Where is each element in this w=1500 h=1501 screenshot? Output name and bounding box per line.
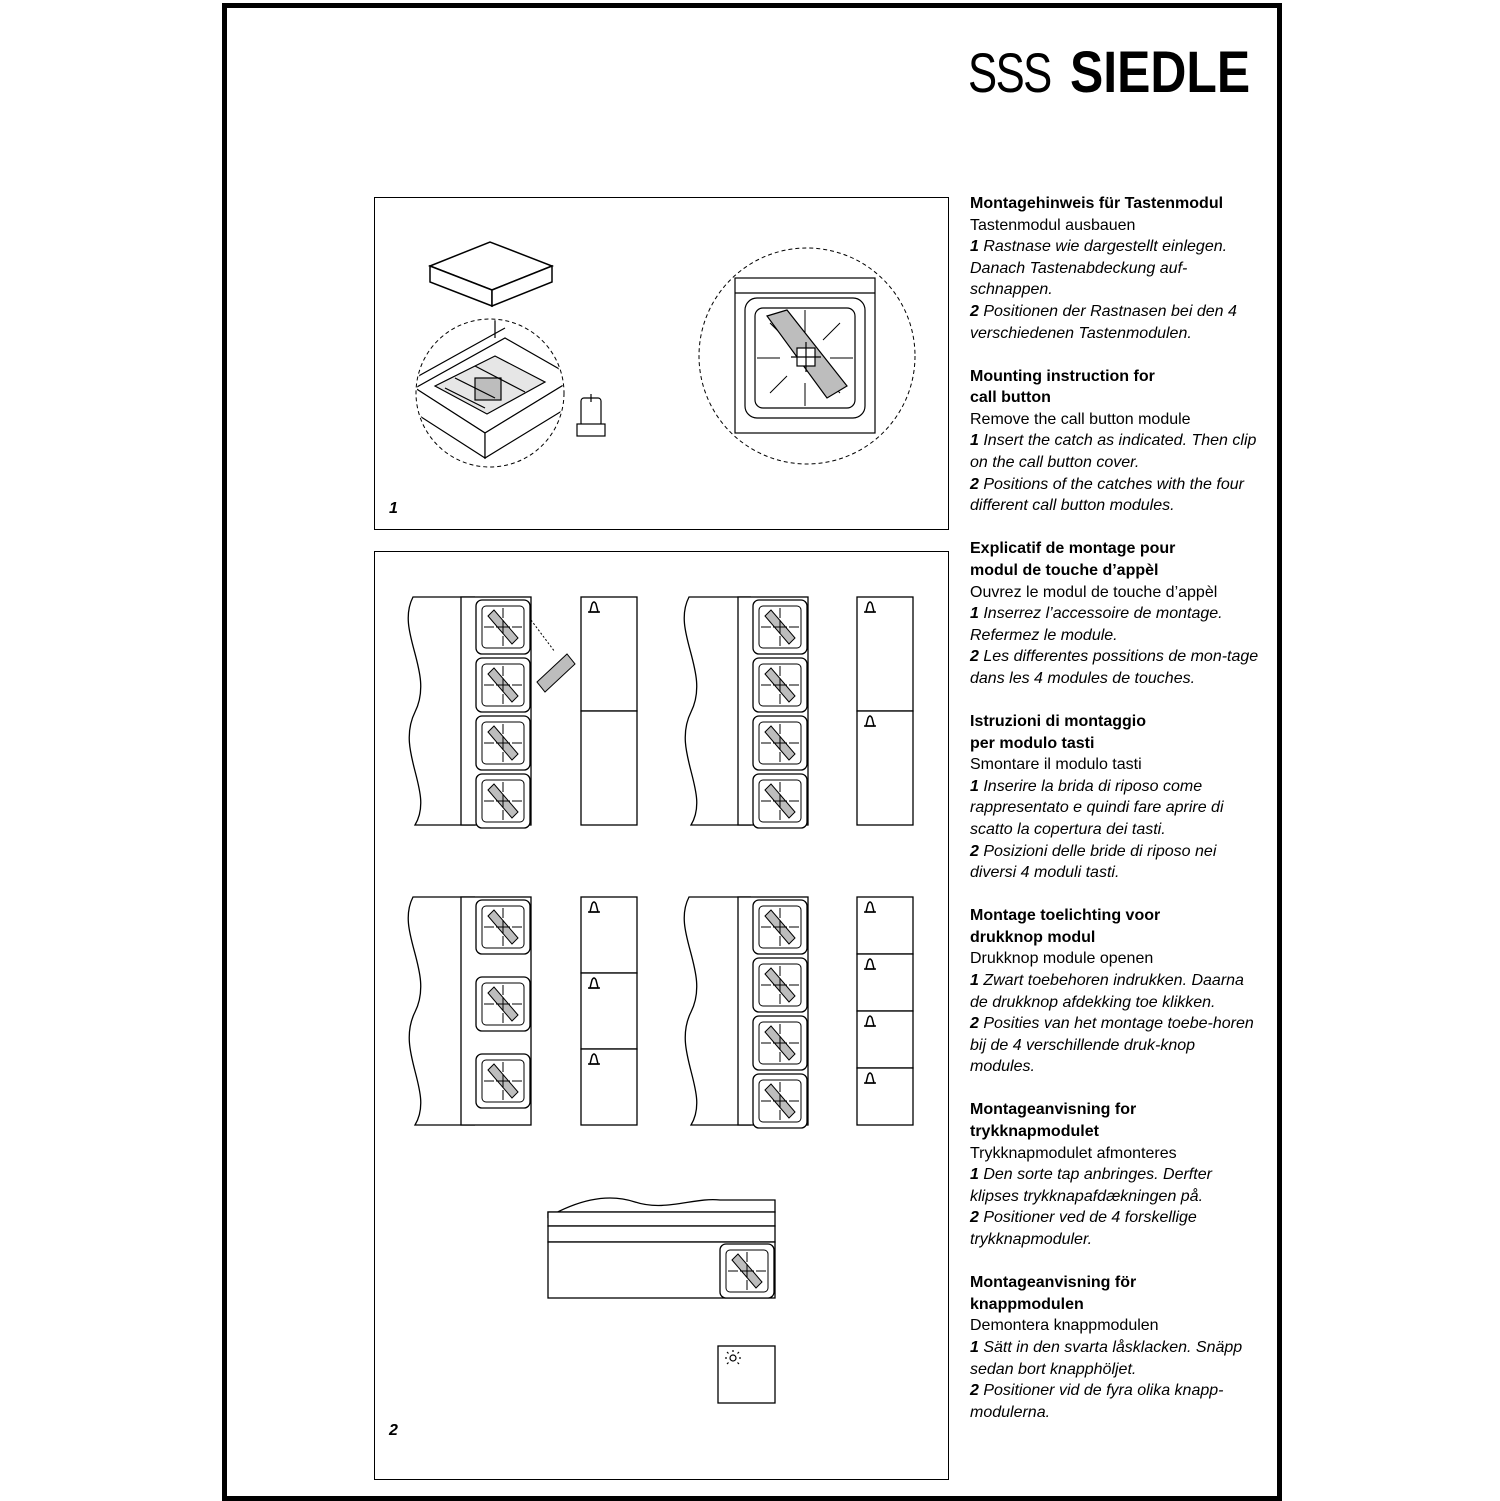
section-subtitle: Drukknop module openen <box>970 950 1154 968</box>
figure-1-illustration <box>375 198 950 531</box>
layout-bottom-right <box>684 897 913 1128</box>
step-1: 1 Insert the catch as indicated. Then clip on the call button cover. <box>970 432 1257 472</box>
siedle-logo <box>968 39 1280 105</box>
section-swedish <box>970 1272 1260 1423</box>
section-subtitle: Smontare il modulo tasti <box>970 756 1142 774</box>
step-2: 2 Positions of the catches with the four different call button modules. <box>970 475 1244 515</box>
right-detail-circle <box>699 248 915 464</box>
step-1: 1 Zwart toebehoren indrukken. Daarna de drukknop afdekking toe klikken. <box>970 972 1244 1011</box>
logo-sss: SSS <box>968 40 1051 104</box>
step-1: 1 Rastnase wie dargestellt einlegen. Danach Tastenabdeckung auf-schnappen. <box>970 238 1228 299</box>
layout-top-left <box>408 597 637 828</box>
step-1: 1 Inserrez l’accessoire de montage. Refermez le module. <box>970 605 1223 644</box>
section-dutch <box>970 905 1260 1078</box>
figure-2-illustration <box>375 552 950 1481</box>
logo-brand: SIEDLE <box>1070 39 1251 105</box>
figure-2-panel <box>374 551 949 1480</box>
section-italian <box>970 711 1260 884</box>
section-title: Mounting instruction for call button <box>970 367 1155 407</box>
catch-part-drawing <box>577 394 605 436</box>
figure-2-number: 2 <box>389 1422 398 1439</box>
section-title: Montage toelichting voor drukknop modul <box>970 907 1161 946</box>
layout-bottom-left <box>408 897 637 1125</box>
section-subtitle: Trykknapmodulet afmonteres <box>970 1144 1177 1162</box>
step-2: 2 Les differentes possitions de mon-tage dans les 4 modules de touches. <box>970 648 1259 687</box>
section-subtitle: Demontera knappmodulen <box>970 1317 1159 1335</box>
figure-1-panel <box>374 197 949 530</box>
step-1: 1 Den sorte tap anbringes. Derfter klipses trykknapafdækningen på. <box>970 1166 1212 1205</box>
instructions-column <box>970 193 1260 1445</box>
step-2: 2 Positionen der Rastnasen bei den 4 verschiedenen Tastenmodulen. <box>970 302 1237 342</box>
step-2: 2 Posizioni delle bride di riposo nei diversi 4 moduli tasti. <box>970 842 1217 882</box>
step-1: 1 Inserire la brida di riposo come rappresentato e quindi fare aprire di scatto la copertura dei tasti. <box>970 777 1224 838</box>
step-1: 1 Sätt in den svarta låsklacken. Snäpp sedan bort knapphöljet. <box>970 1338 1243 1378</box>
left-detail-circle <box>415 318 575 467</box>
section-title: Montageanvisning för knappmodulen <box>970 1274 1137 1313</box>
key-cover-drawing <box>430 242 552 306</box>
section-title: Montagehinweis für Tastenmodul <box>970 195 1224 212</box>
step-2: 2 Positioner ved de 4 forskellige trykknapmoduler. <box>970 1209 1197 1249</box>
layout-top-right <box>684 597 913 828</box>
section-title: Istruzioni di montaggio per modulo tasti <box>970 712 1146 752</box>
section-french <box>970 538 1260 689</box>
section-title: Montageanvisning for trykknapmodulet <box>970 1101 1137 1141</box>
figure-1-number: 1 <box>389 500 398 517</box>
section-danish <box>970 1099 1260 1250</box>
step-2: 2 Positioner vid de fyra olika knapp-modulerna. <box>970 1382 1224 1421</box>
layout-horizontal <box>548 1198 775 1403</box>
section-subtitle: Ouvrez le modul de touche d’appèl <box>970 583 1218 601</box>
section-title: Explicatif de montage pour modul de touche d’appèl <box>970 540 1176 579</box>
section-subtitle: Remove the call button module <box>970 410 1191 428</box>
step-2: 2 Posities van het montage toebe-horen bij de 4 verschillende druk-knop modules. <box>970 1015 1254 1076</box>
section-german <box>970 193 1260 344</box>
section-subtitle: Tastenmodul ausbauen <box>970 216 1136 234</box>
section-english <box>970 366 1260 517</box>
